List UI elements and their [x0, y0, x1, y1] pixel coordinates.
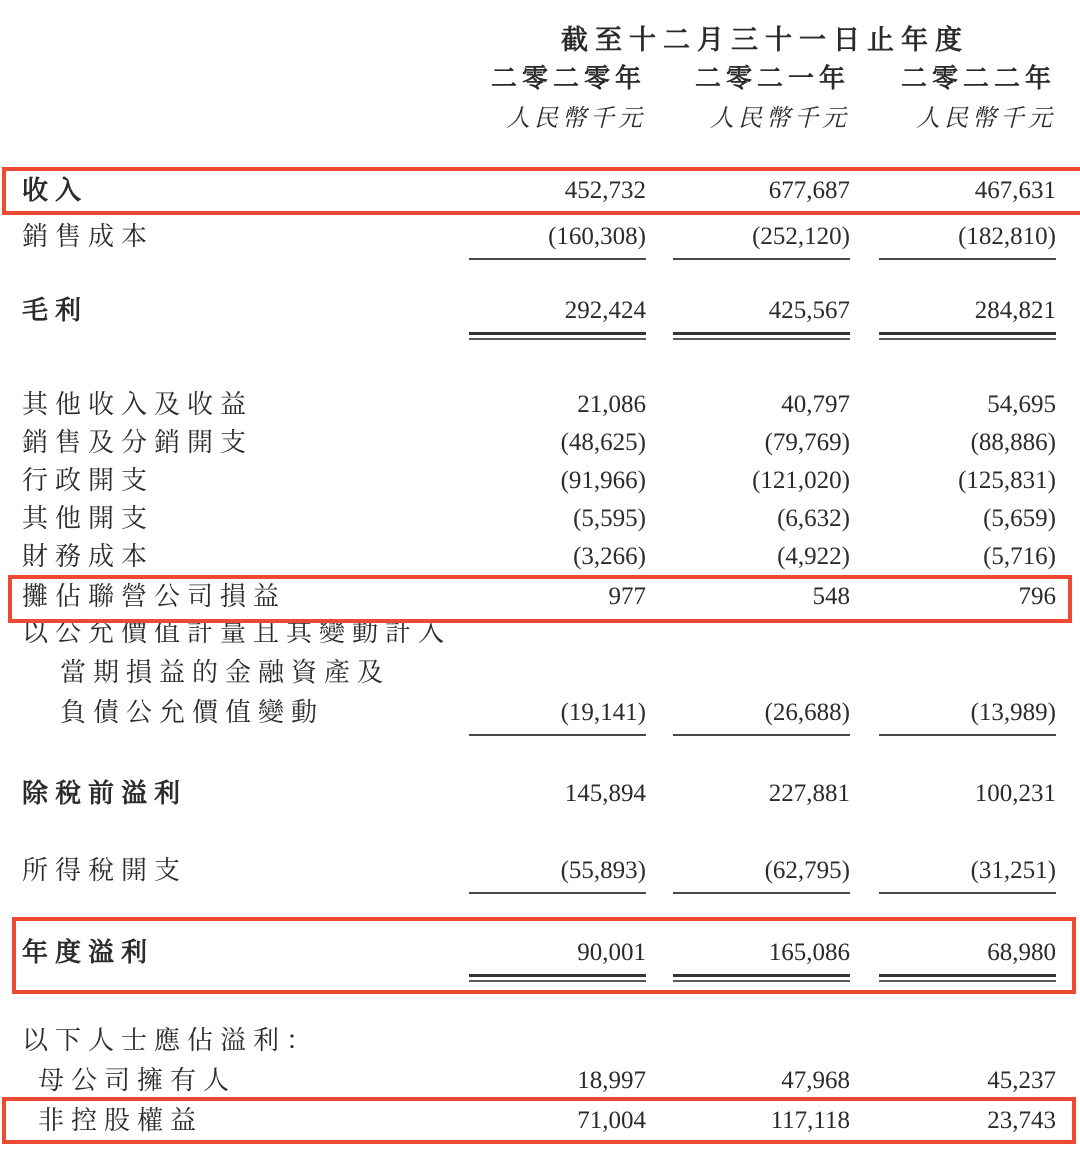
row-label: 所得稅開支	[22, 856, 188, 885]
row-label: 除稅前溢利	[22, 779, 188, 808]
cell-2020: 18,997	[577, 1067, 646, 1094]
row-label: 母公司擁有人	[38, 1066, 237, 1095]
row-label: 行政開支	[22, 466, 155, 495]
row-admin-expenses	[22, 466, 1056, 496]
cell-2022: 23,743	[879, 1106, 1056, 1144]
row-cost-of-sales	[22, 222, 1056, 260]
cell-2020: (91,966)	[560, 467, 646, 494]
row-share-of-associates	[22, 582, 1056, 612]
cell-2022: (5,659)	[983, 505, 1056, 532]
row-label: 以公允價值計量且其變動計入	[22, 618, 452, 647]
cell-2020: (48,625)	[560, 429, 646, 456]
cell-2021: (62,795)	[673, 856, 850, 894]
row-label: 年度溢利	[22, 938, 155, 967]
cell-2020: (3,266)	[573, 543, 646, 570]
unit-header-2021: 人民幣千元	[710, 106, 850, 132]
cell-2021: 548	[812, 583, 850, 610]
cell-2022: 100,231	[974, 780, 1056, 807]
unit-header-2020: 人民幣千元	[506, 106, 646, 132]
cell-2021: 117,118	[673, 1106, 850, 1144]
row-label: 毛利	[22, 296, 89, 325]
cell-2020: 90,001	[469, 938, 646, 982]
cell-2020: 21,086	[577, 391, 646, 418]
cell-2022: 68,980	[879, 938, 1056, 982]
cell-2021: 227,881	[768, 780, 850, 807]
cell-2020: (5,595)	[573, 505, 646, 532]
row-income-tax	[22, 856, 1056, 894]
cell-2022: 467,631	[974, 177, 1056, 204]
row-fvtpl-line2	[22, 658, 1056, 688]
row-profit-for-year	[22, 938, 1056, 982]
year-header-2022: 二零二二年	[900, 64, 1056, 93]
row-non-controlling-interests	[22, 1106, 1056, 1144]
row-profit-before-tax	[22, 779, 1056, 809]
unit-header-row	[22, 98, 1056, 133]
cell-2020: (19,141)	[469, 698, 646, 736]
cell-2020: (55,893)	[469, 856, 646, 894]
cell-2020: (160,308)	[469, 222, 646, 260]
period-header: 截至十二月三十一日止年度	[561, 25, 969, 55]
row-label: 當期損益的金融資產及	[60, 658, 391, 687]
cell-2021: 40,797	[781, 391, 850, 418]
year-header-2021: 二零二一年	[694, 64, 850, 93]
cell-2022: (31,251)	[879, 856, 1056, 894]
cell-2021: 425,567	[673, 296, 850, 340]
row-label: 負債公允價值變動	[60, 698, 325, 727]
row-selling-expenses	[22, 428, 1056, 458]
row-label: 收入	[22, 176, 89, 205]
cell-2022: (5,716)	[983, 543, 1056, 570]
cell-2022: (125,831)	[958, 467, 1056, 494]
cell-2022: (182,810)	[879, 222, 1056, 260]
row-other-expenses	[22, 504, 1056, 534]
row-label: 攤佔聯營公司損益	[22, 582, 287, 611]
row-label: 其他收入及收益	[22, 390, 254, 419]
row-label: 財務成本	[22, 542, 155, 571]
cell-2021: (26,688)	[673, 698, 850, 736]
row-other-income	[22, 390, 1056, 420]
cell-2021: (252,120)	[673, 222, 850, 260]
year-header-row	[22, 58, 1056, 95]
cell-2021: 47,968	[781, 1067, 850, 1094]
cell-2022: (88,886)	[970, 429, 1056, 456]
unit-header-2022: 人民幣千元	[916, 106, 1056, 132]
year-header-2020: 二零二零年	[490, 64, 646, 93]
row-label: 銷售及分銷開支	[22, 428, 254, 457]
cell-2022: 45,237	[987, 1067, 1056, 1094]
cell-2020: 292,424	[469, 296, 646, 340]
cell-2022: (13,989)	[879, 698, 1056, 736]
cell-2020: 71,004	[469, 1106, 646, 1144]
row-label: 以下人士應佔溢利：	[22, 1026, 320, 1055]
row-label: 銷售成本	[22, 222, 155, 251]
cell-2021: (6,632)	[777, 505, 850, 532]
row-owners-of-parent	[22, 1066, 1056, 1096]
cell-2022: 796	[1018, 583, 1056, 610]
cell-2020: 452,732	[564, 177, 646, 204]
cell-2022: 284,821	[879, 296, 1056, 340]
cell-2020: 145,894	[564, 780, 646, 807]
row-fvtpl-line1	[22, 618, 1056, 648]
cell-2021: (79,769)	[764, 429, 850, 456]
row-fvtpl-line3	[22, 698, 1056, 736]
cell-2021: 677,687	[768, 177, 850, 204]
row-revenue	[22, 176, 1056, 206]
cell-2021: (4,922)	[777, 543, 850, 570]
row-label: 非控股權益	[38, 1106, 204, 1135]
cell-2022: 54,695	[987, 391, 1056, 418]
row-finance-costs	[22, 542, 1056, 572]
cell-2021: (121,020)	[752, 467, 850, 494]
cell-2020: 977	[608, 583, 646, 610]
row-attributable-header	[22, 1026, 1056, 1056]
cell-2021: 165,086	[673, 938, 850, 982]
row-gross-profit	[22, 296, 1056, 340]
row-label: 其他開支	[22, 504, 155, 533]
